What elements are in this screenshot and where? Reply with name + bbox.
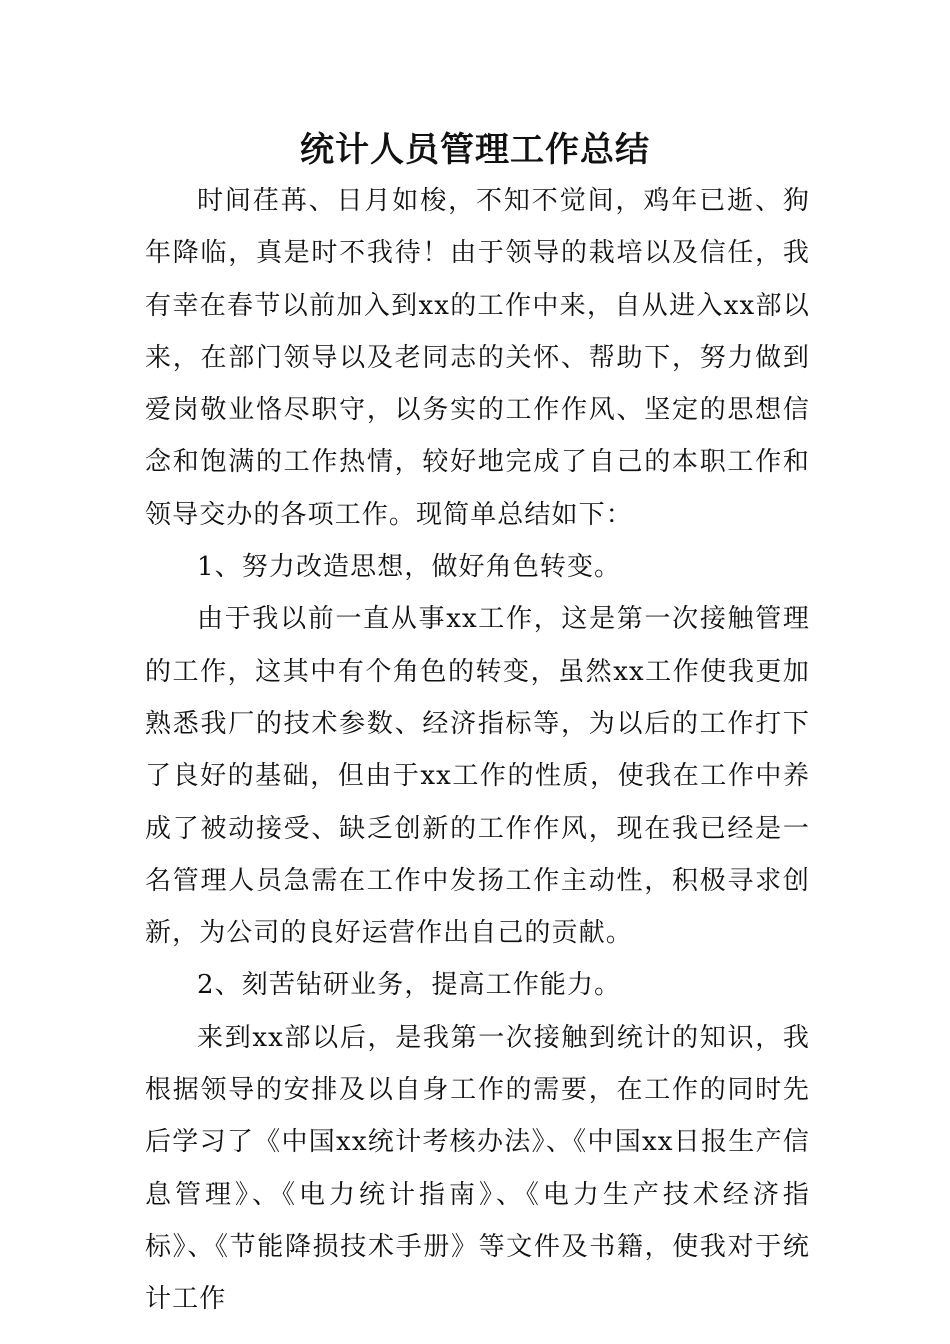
paragraph-section-1: 由于我以前一直从事xx工作，这是第一次接触管理的工作，这其中有个角色的转变，虽然xx工作使我更加熟悉我厂的技术参数、经济指标等，为以后的工作打下了良好的基础，但由于xx工作的性质，使我在工作中养成了被动接受、缺乏创新的工作作风，现在我已经是一名管理人员急需在工作中发扬工作主动性，积极寻求创新，为公司的良好运营作出自己的贡献。 bbox=[145, 604, 810, 949]
document-title: 统计人员管理工作总结 bbox=[300, 130, 650, 170]
paragraph-section-2: 来到xx部以后，是我第一次接触到统计的知识，我根据领导的安排及以自身工作的需要，在工作的同时先后学习了《中国xx统计考核办法》、《中国xx日报生产信息管理》、《电力统计指南》、《电力生产技术经济指标》、《节能降损技术手册》等文件及书籍，使我对于统计工作 bbox=[145, 1022, 810, 1315]
section-heading-1: 1、努力改造思想，做好角色转变。 bbox=[197, 552, 622, 583]
paragraph-intro: 时间荏苒、日月如梭，不知不觉间，鸡年已逝、狗年降临，真是时不我待！由于领导的栽培以及信任，我有幸在春节以前加入到xx的工作中来，自从进入xx部以来，在部门领导以及老同志的关怀、帮助下，努力做到爱岗敬业恪尽职守，以务实的工作作风、坚定的思想信念和饱满的工作热情，较好地完成了自己的本职工作和领导交办的各项工作。现简单总结如下： bbox=[145, 186, 810, 530]
document-body bbox=[145, 175, 810, 1326]
section-heading-2: 2、刻苦钻研业务，提高工作能力。 bbox=[197, 970, 622, 1001]
